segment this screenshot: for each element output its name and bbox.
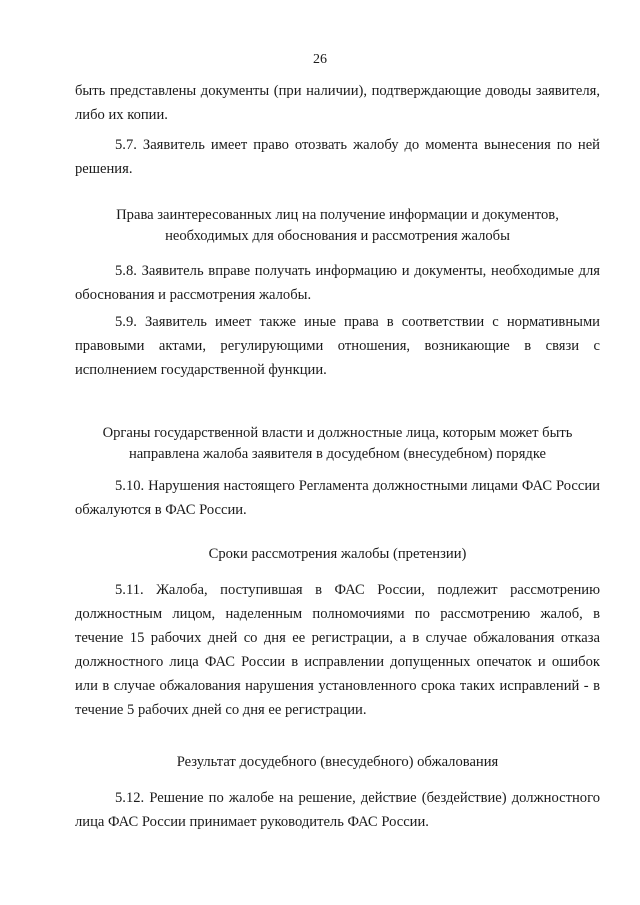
paragraph-5-7: 5.7. Заявитель имеет право отозвать жалобу до момента вынесения по ней решения. bbox=[75, 137, 600, 177]
section-heading-rights: Права заинтересованных лиц на получение информации и документов, необходимых для обоснования и рассмотрения жалобы bbox=[116, 207, 559, 244]
page-number: 26 bbox=[313, 52, 327, 67]
paragraph-5-11: 5.11. Жалоба, поступившая в ФАС России, подлежит рассмотрению должностным лицом, наделенным полномочиями по рассмотрению жалоб, в течение 15 рабочих дней со дня ее регистрации, а в случае обжалования отказа должностного лица ФАС России в исправлении допущенных опечаток и ошибок или в случае обжалования нарушения установленного срока таких исправлений - в течение 5 рабочих дней со дня ее регистрации. bbox=[75, 582, 600, 718]
section-heading-result: Результат досудебного (внесудебного) обжалования bbox=[176, 754, 499, 770]
section-heading-terms: Сроки рассмотрения жалобы (претензии) bbox=[208, 546, 467, 562]
paragraph-5-9: 5.9. Заявитель имеет также иные права в соответствии с нормативными правовыми актами, регулирующими отношения, возникающие в связи с исполнением государственной функции. bbox=[75, 314, 600, 378]
paragraph-continuation: быть представлены документы (при наличии), подтверждающие доводы заявителя, либо их копии. bbox=[75, 83, 600, 123]
paragraph-5-8: 5.8. Заявитель вправе получать информацию и документы, необходимые для обоснования и рассмотрения жалобы. bbox=[75, 263, 600, 303]
paragraph-5-12: 5.12. Решение по жалобе на решение, действие (бездействие) должностного лица ФАС России принимает руководитель ФАС России. bbox=[75, 790, 600, 830]
paragraph-5-10: 5.10. Нарушения настоящего Регламента должностными лицами ФАС России обжалуются в ФАС России. bbox=[75, 478, 600, 518]
section-heading-bodies: Органы государственной власти и должностные лица, которым может быть направлена жалоба заявителя в досудебном (внесудебном) порядке bbox=[102, 425, 573, 462]
